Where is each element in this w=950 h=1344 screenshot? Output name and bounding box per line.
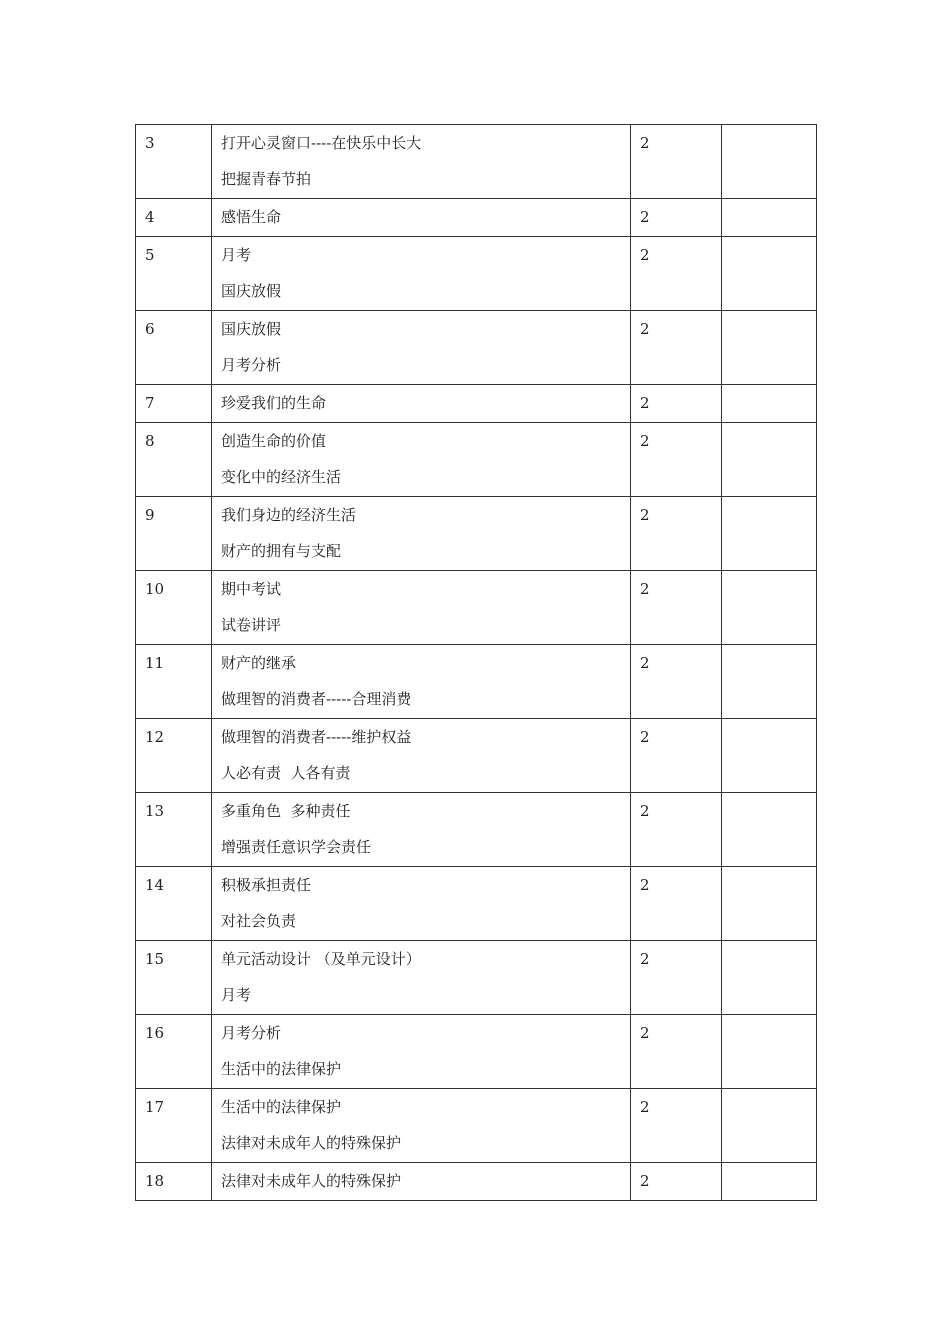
- week-cell: 4: [136, 199, 212, 237]
- content-line: 法律对未成年人的特殊保护: [221, 1134, 402, 1152]
- content-cell: [212, 719, 631, 793]
- content-cell: [212, 571, 631, 645]
- note-cell: [722, 311, 817, 385]
- week-cell: 6: [136, 311, 212, 385]
- content-line: 国庆放假: [221, 320, 282, 338]
- table-row: [136, 719, 817, 793]
- content-line: 生活中的法律保护: [221, 1060, 342, 1078]
- hours-cell: 2: [631, 645, 722, 719]
- week-cell: 16: [136, 1015, 212, 1089]
- table-row: [136, 941, 817, 1015]
- table-row: [136, 237, 817, 311]
- content-line: 试卷讲评: [221, 616, 282, 634]
- note-cell: [722, 1163, 817, 1201]
- week-cell: 11: [136, 645, 212, 719]
- week-cell: 18: [136, 1163, 212, 1201]
- hours-cell: 2: [631, 125, 722, 199]
- content-line: 法律对未成年人的特殊保护: [221, 1172, 402, 1190]
- hours-cell: 2: [631, 1163, 722, 1201]
- content-line: 财产的拥有与支配: [221, 542, 342, 560]
- content-cell: [212, 385, 631, 423]
- content-line: 做理智的消费者-----合理消费: [221, 690, 412, 708]
- hours-cell: 2: [631, 311, 722, 385]
- table-row: [136, 497, 817, 571]
- content-cell: [212, 941, 631, 1015]
- week-cell: 12: [136, 719, 212, 793]
- week-cell: 3: [136, 125, 212, 199]
- note-cell: [722, 793, 817, 867]
- content-line: 把握青春节拍: [221, 170, 312, 188]
- hours-cell: 2: [631, 497, 722, 571]
- table-row: [136, 867, 817, 941]
- table-row: [136, 125, 817, 199]
- schedule-body: [136, 125, 817, 1201]
- week-cell: 9: [136, 497, 212, 571]
- note-cell: [722, 385, 817, 423]
- content-line: 人必有责 人各有责: [221, 764, 351, 782]
- note-cell: [722, 571, 817, 645]
- content-cell: [212, 199, 631, 237]
- content-cell: [212, 645, 631, 719]
- hours-cell: 2: [631, 719, 722, 793]
- note-cell: [722, 497, 817, 571]
- content-line: 月考分析: [221, 1024, 282, 1042]
- hours-cell: 2: [631, 793, 722, 867]
- content-cell: [212, 867, 631, 941]
- week-cell: 13: [136, 793, 212, 867]
- note-cell: [722, 719, 817, 793]
- content-line: 珍爱我们的生命: [221, 394, 327, 412]
- table-row: [136, 311, 817, 385]
- note-cell: [722, 1089, 817, 1163]
- hours-cell: 2: [631, 941, 722, 1015]
- table-row: [136, 1089, 817, 1163]
- content-cell: [212, 125, 631, 199]
- content-line: 增强责任意识学会责任: [221, 838, 372, 856]
- content-cell: [212, 1163, 631, 1201]
- table-row: [136, 199, 817, 237]
- week-cell: 15: [136, 941, 212, 1015]
- content-line: 做理智的消费者-----维护权益: [221, 728, 412, 746]
- hours-cell: 2: [631, 867, 722, 941]
- note-cell: [722, 125, 817, 199]
- week-cell: 5: [136, 237, 212, 311]
- note-cell: [722, 941, 817, 1015]
- content-line: 多重角色 多种责任: [221, 802, 351, 820]
- hours-cell: 2: [631, 423, 722, 497]
- content-line: 变化中的经济生活: [221, 468, 342, 486]
- hours-cell: 2: [631, 385, 722, 423]
- hours-cell: 2: [631, 199, 722, 237]
- schedule-table: [135, 124, 817, 1201]
- content-line: 月考: [221, 246, 252, 264]
- table-row: [136, 645, 817, 719]
- table-row: [136, 1163, 817, 1201]
- content-line: 财产的继承: [221, 654, 297, 672]
- note-cell: [722, 237, 817, 311]
- note-cell: [722, 645, 817, 719]
- table-row: [136, 423, 817, 497]
- content-cell: [212, 1089, 631, 1163]
- note-cell: [722, 1015, 817, 1089]
- content-cell: [212, 1015, 631, 1089]
- hours-cell: 2: [631, 1015, 722, 1089]
- content-line: 对社会负责: [221, 912, 297, 930]
- content-line: 期中考试: [221, 580, 282, 598]
- content-line: 单元活动设计 （及单元设计）: [221, 950, 421, 968]
- content-line: 月考分析: [221, 356, 282, 374]
- table-row: [136, 571, 817, 645]
- week-cell: 8: [136, 423, 212, 497]
- week-cell: 10: [136, 571, 212, 645]
- content-line: 积极承担责任: [221, 876, 312, 894]
- content-cell: [212, 423, 631, 497]
- hours-cell: 2: [631, 237, 722, 311]
- hours-cell: 2: [631, 1089, 722, 1163]
- week-cell: 17: [136, 1089, 212, 1163]
- content-line: 创造生命的价值: [221, 432, 327, 450]
- content-line: 打开心灵窗口----在快乐中长大: [221, 134, 422, 152]
- content-line: 我们身边的经济生活: [221, 506, 357, 524]
- content-line: 生活中的法律保护: [221, 1098, 342, 1116]
- week-cell: 7: [136, 385, 212, 423]
- week-cell: 14: [136, 867, 212, 941]
- content-cell: [212, 237, 631, 311]
- table-row: [136, 385, 817, 423]
- table-row: [136, 793, 817, 867]
- content-cell: [212, 311, 631, 385]
- content-cell: [212, 497, 631, 571]
- note-cell: [722, 423, 817, 497]
- content-line: 感悟生命: [221, 208, 282, 226]
- content-line: 国庆放假: [221, 282, 282, 300]
- note-cell: [722, 199, 817, 237]
- content-line: 月考: [221, 986, 252, 1004]
- note-cell: [722, 867, 817, 941]
- content-cell: [212, 793, 631, 867]
- table-row: [136, 1015, 817, 1089]
- hours-cell: 2: [631, 571, 722, 645]
